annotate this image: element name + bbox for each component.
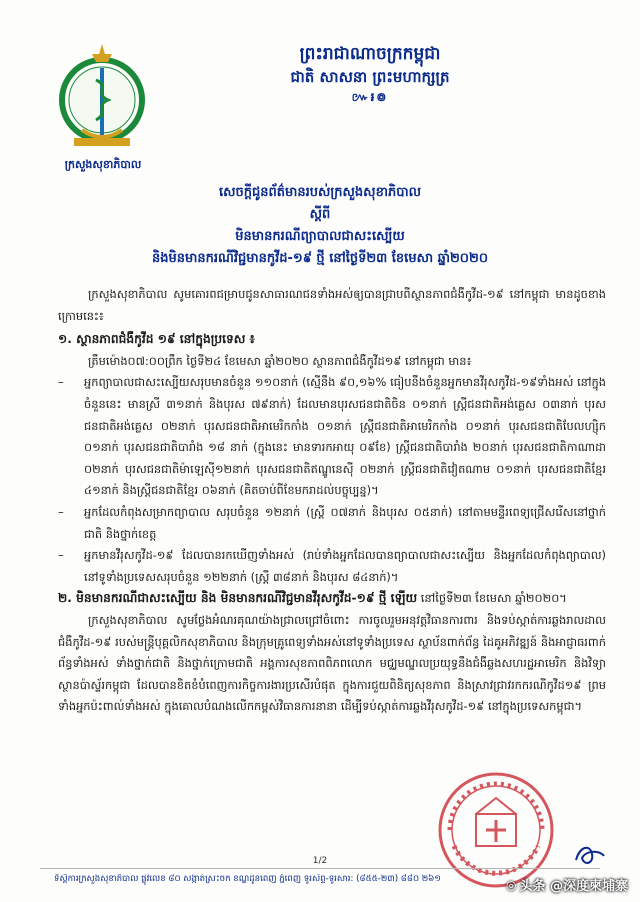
bullet-dash: – (58, 375, 64, 390)
bullet-dash: – (58, 504, 64, 519)
watermark-text: 头条 @深度柬埔寨 (519, 879, 628, 894)
thanks-paragraph: ក្រសួងសុខាភិបាល សូមថ្លែងអំណរគុណយ៉ាងជ្រាលជ្រៅចំពោះ ការចូលរួមអនុវត្តវិធានការពារ និងទប់ស្កាត់ការឆ្លងរាលដាលជំងឺកូវីដ-១៩ របស់មន្ត្រីបុគ្គលិកសុខាភិបាល និងក្រុមគ្រូពេទ្យទាំងអស់នៅទូទាំងប្រទេស ស្ថាប័នពាក់ព័ន្ធ ដៃគូអភិវឌ្ឍន៍ និងអាជ្ញាធរពាក់ព័ន្ធទាំងអស់ ទាំងថ្នាក់ជាតិ និងថ្នាក់ក្រោមជាតិ អង្គការសុខភាពពិភពលោក មជ្ឈមណ្ឌលប្រយុទ្ធនឹងជំងឺឆ្លងសហរដ្ឋអាមេរិក និងវិទ្យាស្ថានប៉ាស្ទ័រកម្ពុជា ដែលបានខិតខំបំពេញការកិច្ចការងារប្រសើរបំផុត ក្នុងការជួយពិនិត្យសុខភាព និងស្រាវជ្រាវរកករណីកូវីដ១៩ ព្រមទាំងអ្នកប៉ះពាល់ទាំងអស់ ក្នុងគោលបំណងលើកកម្ពស់វិធានការនានា ដើម្បីទប់ស្កាត់ការឆ្លងវីរុសកូវីដ-១៩ នៅក្នុងប្រទេសកម្ពុជា។ (58, 612, 606, 714)
official-seal-icon (430, 770, 562, 890)
watermark-logo-icon: ◎ (505, 877, 517, 892)
section-heading-1: ១. ស្ថានភាពជំងឺកូវីដ ១៩ នៅក្នុងប្រទេស ៖ (58, 332, 255, 347)
bullet-recovered (58, 372, 606, 502)
document-body (58, 284, 606, 718)
title-line-4: និងមិនមានករណីវិជ្ជមានកូវីដ-១៩ ថ្មី នៅថ្ងៃទី២៣ ខែមេសា ឆ្នាំ២០២០ (151, 251, 489, 266)
title-line-2: ស្តីពី (309, 207, 331, 222)
bullet-text: អ្នកដែលកំពុងសម្រាកព្យាបាល សរុបចំនួន ១២នាក់ (ស្ត្រី ០៧នាក់ និងបុរស ០៥នាក់) នៅតាមមន្ទីរពេទ្យជ្រើសរើសនៅថ្នាក់ជាតិ និងថ្នាក់ខេត្ត (84, 504, 606, 541)
kingdom-header (150, 42, 590, 106)
footer-divider (40, 868, 600, 869)
national-motto: ជាតិ សាសនា ព្រះមហាក្សត្រ (290, 68, 450, 86)
kingdom-title: ព្រះរាជាណាចក្រកម្ពុជា (299, 44, 441, 64)
section-2 (58, 588, 606, 610)
bullet-text: អ្នកមានវីរុសកូវីដ-១៩ ដែលបានរកឃើញទាំងអស់ (រាប់ទាំងអ្នកដែលបានព្យាបាលជាសះស្បើយ និងអ្នកដែលកំពុងព្យាបាល) នៅទូទាំងប្រទេសសរុបចំនួន ១២២នាក់ (ស្ត្រី ៣៨នាក់ និងបុរស ៨៤នាក់)។ (84, 548, 606, 584)
header-ornament: ៚៛៙ (351, 90, 389, 104)
intro-paragraph: ក្រសួងសុខាភិបាល សូមគោរពជម្រាបជូនសាធារណជនទាំងអស់ឲ្យបានជ្រាបពីស្ថានភាពជំងឺកូវីដ-១៩ នៅកម្ពុជា មានដូចខាងក្រោមនេះ៖ (58, 287, 606, 323)
bullet-total-cases (58, 545, 606, 588)
bullet-dash: – (58, 548, 64, 563)
status-paragraph: ត្រឹមម៉ោង០៧:០០ព្រឹក ថ្ងៃទី២៤ ខែមេសា ឆ្នាំ២០២០ ស្ថានភាពជំងឺកូវីដ១៩ នៅកម្ពុជា មាន៖ (88, 353, 472, 368)
page-number: 1/2 (312, 856, 328, 866)
section-heading-2-tail: នៅថ្ងៃទី២៣ ខែមេសា ឆ្នាំ២០២០។ (420, 591, 567, 606)
bullet-text: អ្នកព្យាបាលជាសះស្បើយសរុបមានចំនួន ១១០នាក់ (ស្មើនឹង ៩០,១៦% ធៀបនឹងចំនួនអ្នកមានវីរុសកូវីដ-១៩ទាំងអស់ នៅក្នុងចំនួននេះ មានស្រី ៣១នាក់ និងបុរស ៧៩នាក់) ដែលមានបុរសជនជាតិចិន ០១នាក់ ស្ត្រីជនជាតិអង់គ្លេស ០៣នាក់ បុរសជនជាតិអង់គ្លេស ០២នាក់ បុរសជនជាតិអាមេរិកកាំង ០១នាក់ ស្ត្រីជនជាតិអាមេរិកកាំង ០១នាក់ បុរសជនជាតិបែលហ្ស៊ិក ០១នាក់ បុរសជនជាតិបារាំង ១៨ នាក់ (ក្នុងនេះ មានទារកអាយុ ០៩ខែ) ស្ត្រីជនជាតិបារាំង ២០នាក់ បុរសជនជាតិកាណាដា ០២នាក់ បុរសជនជាតិម៉ាឡេស៊ី១២នាក់ បុរសជនជាតិឥណ្ឌូនេស៊ី ០២នាក់ ស្ត្រីជនជាតិវៀតណាម ០១នាក់ បុរសជនជាតិខ្មែរ ៤១នាក់ និងស្ត្រីជនជាតិខ្មែរ ០៦នាក់ (គិតចាប់ពីខែមករាដល់បច្ចុប្បន្ន)។ (84, 375, 606, 498)
footer-contact: ទីស្តីការក្រសួងសុខាភិបាល ផ្លូវលេខ ៨០ សង្កាត់ស្រះចក ខណ្ឌដូនពេញ ភ្នំពេញ ទូរស័ព្ទ-ទូរសារ: (៨៥៥-២៣) ៨៨០ ២៦១ (54, 874, 441, 884)
announcement-title (60, 182, 580, 270)
title-line-1: សេចក្តីជូនព័ត៌មានរបស់ក្រសួងសុខាភិបាល (219, 185, 421, 200)
bullet-in-treatment (58, 502, 606, 545)
ministry-of-health-logo-icon (52, 40, 152, 158)
title-line-3: មិនមានករណីព្យាបាលជាសះស្បើយ (235, 229, 405, 244)
source-watermark (506, 875, 628, 894)
ministry-label: ក្រសួងសុខាភិបាល (64, 158, 142, 171)
signature-icon (572, 842, 608, 868)
section-heading-2: ២. មិនមានករណីជាសះស្បើយ និង មិនមានករណីវិជ្ជមានវីរុសកូវីដ-១៩ ថ្មី ឡើយ (58, 591, 418, 606)
